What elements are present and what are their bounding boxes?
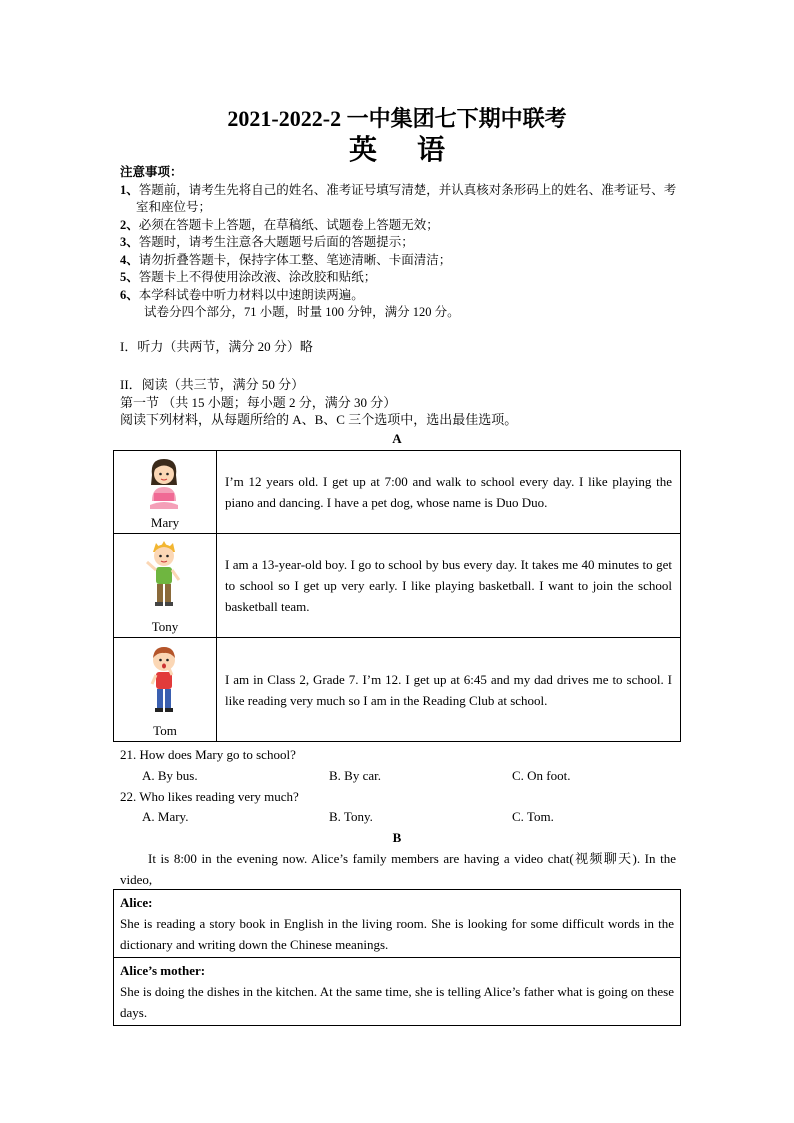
profile-text: I am a 13-year-old boy. I go to school by bus every day. It takes me 40 minutes to get to school so I get up very early. I like playing basketball. I want to join the school basketball team. (217, 534, 681, 638)
girl-reading-icon (144, 455, 184, 511)
profile-text: I’m 12 years old. I get up at 7:00 and walk to school every day. I like playing the piano and dancing. I have a pet dog, whose name is Duo Duo. (217, 451, 681, 534)
profile-row (114, 534, 681, 638)
section-instruction: 阅读下列材料，从每题所给的 A、B、C 三个选项中，选出最佳选项。 (120, 412, 518, 427)
profile-name: Mary (150, 515, 180, 530)
profile-picture-cell (114, 638, 217, 742)
note-item: 2、必须在答题卡上答题，在草稿纸、试题卷上答题无效； (120, 217, 439, 232)
passage-label-b: B (392, 830, 402, 845)
note-item: 5、答题卡上不得使用涂改液、涂改胶和贴纸； (120, 270, 377, 284)
exam-title: 2021-2022-2 一中集团七下期中联考 (227, 106, 567, 131)
note-item: 4、请勿折叠答题卡，保持字体工整、笔迹清晰、卡面清洁； (120, 252, 452, 267)
section-listening: I．听力（共两节，满分 20 分）略 (120, 339, 313, 354)
profile-name: Tom (153, 723, 177, 738)
family-table (113, 889, 681, 1026)
family-member-label: Alice: (120, 895, 153, 910)
question-21-option-c: C. On foot. (512, 768, 571, 783)
profile-row (114, 451, 681, 534)
question-21: 21. How does Mary go to school? (120, 747, 296, 762)
profile-picture-cell (114, 534, 217, 638)
profile-table (113, 450, 681, 742)
profile-picture-cell (114, 451, 217, 534)
section-part1: 第一节 （共 15 小题；每小题 2 分，满分 30 分） (120, 395, 397, 410)
family-member-label: Alice’s mother: (120, 963, 206, 978)
family-row (114, 890, 681, 958)
question-22-option-b: B. Tony. (329, 809, 373, 824)
notes-summary: 试卷分四个部分，71 小题，时量 100 分钟，满分 120 分。 (144, 305, 460, 319)
question-21-option-a: A. By bus. (142, 768, 198, 783)
note-item: 1、答题前，请考生先将自己的姓名、准考证号填写清楚，并认真核对条形码上的姓名、准考证号、考室和座位号； (120, 182, 677, 214)
note-item: 6、本学科试卷中听力材料以中速朗读两遍。 (120, 287, 364, 302)
subject-char-2: 语 (417, 135, 446, 166)
boy-thinking-icon (144, 644, 184, 716)
family-cell (114, 890, 681, 958)
notes-heading: 注意事项： (120, 165, 183, 179)
question-22-option-c: C. Tom. (512, 809, 554, 824)
question-22: 22. Who likes reading very much? (120, 789, 299, 804)
family-member-text: She is doing the dishes in the kitchen. At the same time, she is telling Alice’s father what is going on these days. (120, 984, 674, 1020)
profile-text: I am in Class 2, Grade 7. I’m 12. I get up at 6:45 and my dad drives me to school. I like reading very much so I am in the Reading Club at school. (217, 638, 681, 742)
profile-name: Tony (151, 619, 179, 634)
exam-notes (120, 164, 680, 322)
section-reading: II．阅读（共三节，满分 50 分） (120, 377, 305, 392)
family-member-text: She is reading a story book in English in the living room. She is looking for some difficult words in the dictionary and writing down the Chinese meanings. (120, 916, 674, 952)
profile-row (114, 638, 681, 742)
passage-label-a: A (392, 431, 402, 446)
note-item: 3、答题时，请考生注意各大题题号后面的答题提示； (120, 235, 414, 249)
subject-title (0, 128, 794, 168)
passage-b-intro: It is 8:00 in the evening now. Alice’s family members are having a video chat(视频聊天). In the video, (120, 851, 676, 887)
family-row (114, 958, 681, 1026)
question-21-option-b: B. By car. (329, 768, 381, 783)
boy-waving-icon (144, 540, 184, 610)
family-cell (114, 958, 681, 1026)
subject-char-1: 英 (348, 135, 377, 166)
question-22-option-a: A. Mary. (142, 809, 189, 824)
